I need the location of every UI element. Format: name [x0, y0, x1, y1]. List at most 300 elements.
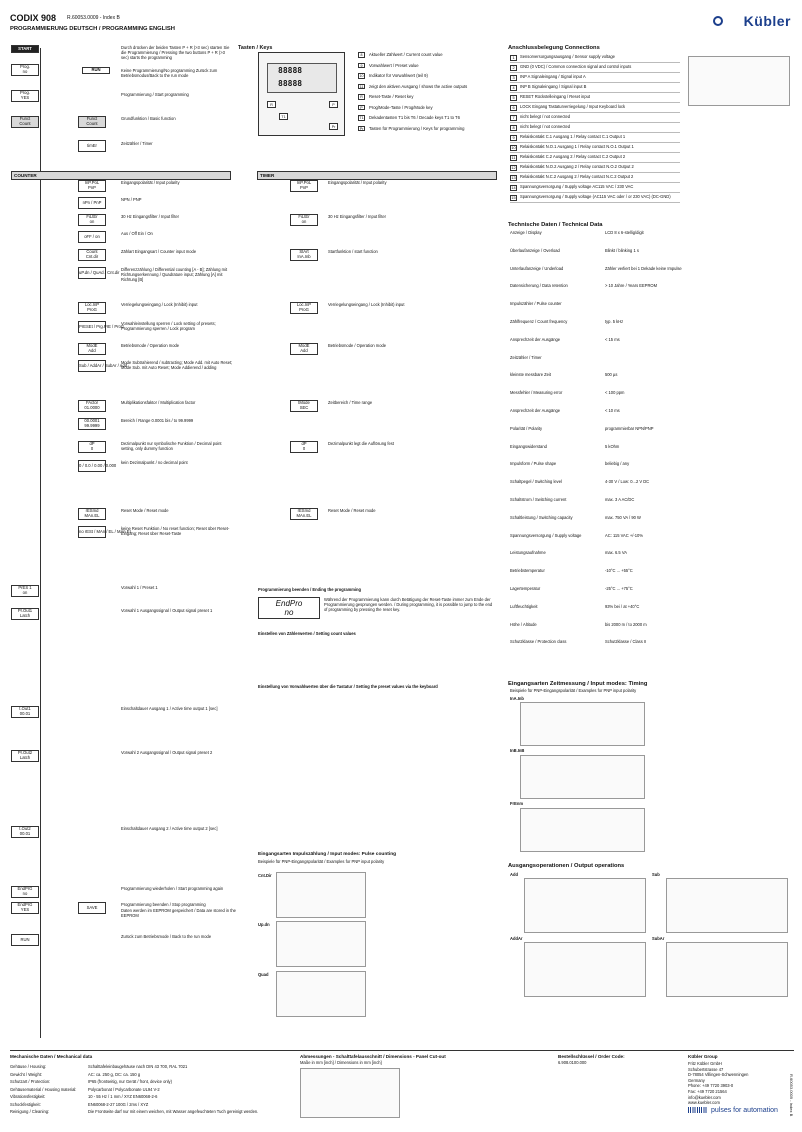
terminal-number: 6: [510, 105, 517, 111]
tech-key: Schaltleistung / Switching capacity: [510, 514, 573, 520]
cnt-dir-waveform: [276, 872, 366, 918]
terminal-description: Relaiskontakt N.O.1 Ausgang 1 / Relay contact N.O.1 Output 1: [520, 144, 634, 150]
key-number: 8: [358, 52, 365, 58]
tech-row: [510, 479, 649, 484]
tech-key: Höhe / Altitude: [510, 621, 537, 627]
terminal-description: Spannungsversorgung / Supply voltage AC115 VAC / 230 VAC: [520, 184, 634, 190]
tech-row: [510, 319, 623, 324]
counter-step-box: Sub / AddAr / SubAr / Add: [78, 360, 106, 372]
terminal-description: GND (0 VDC) / Common connection signal and control inputs: [520, 64, 632, 70]
terminal-number: 8: [510, 125, 517, 131]
connection-row: [510, 163, 680, 173]
tech-key: Ansprechzeit der Ausgänge: [510, 336, 561, 342]
key-legend-row: [358, 94, 413, 100]
output-step-box: SAVE: [78, 902, 106, 914]
terminal-number: 10: [511, 145, 516, 150]
counter-step-text: Betriebsmode / Operation mode: [121, 343, 180, 348]
tech-key: Zählfrequenz / Count frequency: [510, 319, 568, 324]
lcd-top: 88888: [278, 66, 303, 75]
terminal-number: 14: [511, 185, 516, 190]
timer-step-box: dP 0: [290, 441, 318, 453]
lcd-display: [267, 63, 337, 93]
terminal-number: 5: [510, 95, 517, 101]
key-number: R: [358, 94, 365, 100]
prog-no-box: Prog. no: [11, 64, 39, 76]
dims-sub: Maße in mm [inch] / Dimensions in mm [inch]: [300, 1060, 382, 1065]
mech-key: Vibrationsfestigkeit:: [10, 1094, 46, 1099]
company-line: www.kuebler.com: [688, 1100, 720, 1106]
mech-row: [10, 1109, 258, 1114]
terminal-description: RESET Rückstelleingang / Reset input: [520, 94, 591, 100]
output-step-text: Einschaltdauer Ausgang 1 / Active time output 1 [sec]: [121, 706, 218, 711]
tech-value: max. 6.5 VA: [605, 550, 627, 556]
timer-step-box: ModE Add: [290, 343, 318, 355]
no-prog-text: Keine Programmierung/No programming Zurück zum Betriebsmodus/Back to the run mode: [121, 68, 218, 79]
kubler-logo: [713, 13, 791, 27]
tech-row: [510, 497, 634, 502]
mech-key: Gehäusematerial / Housing material:: [10, 1086, 77, 1092]
dimension-drawing: [300, 1068, 400, 1118]
tech-key: Impulsform / Pulse shape: [510, 461, 557, 467]
connection-row: [510, 83, 680, 93]
tech-key: Eingangswiderstand: [510, 443, 547, 449]
order-code: 6.908.0100.000: [558, 1060, 587, 1065]
output-step-box: EndPrG no: [11, 886, 39, 898]
mech-value: AC: ca. 250 g, DC: ca. 150 g: [88, 1071, 141, 1077]
timer-text: Zeitzähler / Timer: [121, 141, 153, 146]
terminal-number: 13: [511, 175, 516, 180]
out-op-sub: Sub: [652, 872, 660, 877]
func-count-box: Funct Count: [11, 116, 39, 128]
side-document-code: R.60053.0009 - Index B: [788, 1074, 794, 1117]
terminal-description: nicht belegt / not connected: [520, 114, 571, 120]
counter-step-text: Vorwahleinstellung sperren / Lock setting of presets; Programmierung sperren / Lock program: [121, 321, 216, 332]
tech-title: Technische Daten / Technical Data: [508, 222, 603, 228]
timer-step-text: Zeitbereich / Time range: [328, 400, 373, 405]
key-description: Reset-Taste / Reset key: [369, 94, 414, 99]
mech-value: 10 - 55 Hz / 1 mm / XYZ EN60068-2-6: [88, 1094, 158, 1099]
timing-mode-2: InB.InB: [510, 748, 525, 753]
terminal-description: LOCK Eingang Tastaturverriegelung / Input Keyboard lock: [520, 104, 626, 110]
terminal-number: 12: [511, 165, 516, 170]
tech-value: Zähler verliert bei 1 Dekade keine Impulse: [605, 265, 682, 271]
keys-panel: [238, 45, 500, 51]
key-legend-row: [358, 115, 460, 121]
mech-key: Reinigung / Cleaning:: [10, 1109, 50, 1114]
tech-row: [510, 390, 624, 395]
counter-step-text: Reset Mode / Reset mode: [121, 508, 169, 513]
company-line: D-78054 Villingen-Schwenningen: [688, 1072, 749, 1078]
out-ops-title: Ausgangsoperationen / Output operations: [508, 863, 625, 869]
tech-value: -25°C ... +75°C: [605, 586, 633, 591]
output-step-box: Pr.Out1 Latch: [11, 608, 39, 620]
tech-row: [510, 301, 605, 306]
add-wave: [524, 878, 646, 933]
tech-row: [510, 533, 643, 538]
terminal-number: 1: [510, 55, 517, 61]
terminal-description: INP A Signaleingang / Signal input A: [520, 74, 586, 80]
mech-key: Schockfestigkeit:: [10, 1101, 41, 1107]
counter-step-box: dP 0: [78, 441, 106, 453]
counter-step-box: nPn / PnP: [78, 197, 106, 209]
order-title: Bestellschlüssel / Order Code:: [558, 1054, 625, 1059]
document-subtitle: PROGRAMMIERUNG DEUTSCH / PROGRAMMING ENGLISH: [10, 25, 175, 32]
key-p[interactable]: P: [329, 101, 338, 108]
output-step-text: Programmierung wiederholen / Start programming again: [121, 886, 224, 891]
endprg-display: EndPro no: [258, 597, 320, 619]
connection-row: [510, 63, 680, 73]
counter-step-text: NPN / PNP: [121, 197, 142, 202]
timing-mode-1: InA.Inb: [510, 696, 524, 701]
connection-row: [510, 53, 680, 63]
tech-value: < 100 ppm: [605, 390, 625, 396]
tech-row: [510, 444, 619, 449]
tech-row: [510, 355, 605, 360]
output-step-text: Einschaltdauer Ausgang 2 / Active time output 2 [sec]: [121, 826, 218, 831]
company-line: Germany: [688, 1077, 705, 1083]
timer-step-box: Loc.InP ProG: [290, 302, 318, 314]
key-number: 9: [358, 63, 365, 69]
tech-value: Schutzklasse / Class II: [605, 639, 647, 645]
tech-row: [510, 515, 641, 520]
tech-value: > 10 Jahre / Years EEPROM: [605, 283, 657, 289]
terminal-description: INP B Signaleingang / Signal input B: [520, 84, 587, 90]
model-title: CODIX 908: [10, 13, 57, 23]
company-line: Schubertstrasse 47: [688, 1066, 724, 1072]
func-text: Grundfunktion / Basic function: [121, 116, 176, 121]
connection-list: [510, 53, 680, 203]
tech-value: beliebig / any: [605, 461, 630, 467]
key-number: Pr: [359, 126, 364, 131]
tech-key: Luftfeuchtigkeit: [510, 603, 538, 609]
up-dn-waveform: [276, 921, 366, 967]
mech-value: Schalttafeleinbaugehäuse nach DIN 43 700, RAL 7021: [88, 1064, 188, 1069]
key-description: Prog/Mode-Taste / Prog/Mode key: [369, 104, 433, 110]
terminal-description: Relaiskontakt N.C.2 Ausgang 2 / Relay contact N.C.2 Output 2: [520, 174, 634, 180]
output-step-box: t.Out2 00.01: [11, 826, 39, 838]
device-front: [258, 52, 345, 136]
tech-row: [510, 337, 620, 342]
tech-key: Schutzklasse / Protection class: [510, 639, 567, 645]
tech-key: Datensicherung / Data retention: [510, 283, 568, 289]
mech-row: [10, 1087, 160, 1092]
mode-quad: Quad: [258, 972, 269, 977]
counter-step-text: Bereich / Range 0.0001 bis / to 99.9999: [121, 418, 194, 423]
input-modes-title: Eingangsarten Impulszählung / Input modes: Pulse counting: [258, 852, 397, 857]
tech-value: 4-30 V / Low: 0...2 V DC: [605, 479, 650, 485]
output-step-box: EndPrG YES: [11, 902, 39, 914]
key-r[interactable]: R: [267, 101, 276, 108]
logo-mark-icon: [713, 16, 723, 26]
counter-step-box: FActor 01.0000: [78, 400, 106, 412]
keys-title: Tasten / Keys: [238, 45, 273, 51]
timing-mode-3: FrEnm: [510, 801, 523, 806]
tagline: pulses for automation: [688, 1107, 778, 1115]
tech-value: LCD 8 x 6-stellig/digit: [605, 230, 644, 235]
mech-value: IP65 (frontseitig, nur Gerät / front, device only): [88, 1079, 172, 1084]
tech-row: [510, 622, 647, 627]
out-op-subar: SubAr: [652, 936, 665, 941]
subar-wave: [666, 942, 788, 997]
timer-section: TIMER: [257, 171, 497, 180]
counter-step-text: Zählart Eingangsart / Counter input mode: [121, 249, 197, 254]
key-legend-row: [358, 73, 428, 79]
timing-wave-1: [520, 702, 645, 746]
mech-value: EN60068-2-27 100G / 2ms / XYZ: [88, 1101, 149, 1107]
tech-value: programmierbar NPN/PNP: [605, 425, 654, 431]
mech-key: Schutzart / Protection:: [10, 1079, 51, 1084]
timer-step-box: tMode SEC: [290, 400, 318, 412]
counter-step-text: 30 Hz Eingangsfilter / Input filter: [121, 214, 180, 219]
counter-step-text: keine Reset Funktion / No reset function; Reset über Reset-Eingang; Reset über Reset-Taste: [121, 526, 230, 537]
terminal-description: nicht belegt / not connected: [520, 124, 571, 130]
connection-row: [510, 73, 680, 83]
timer-step-text: Startfunktion / start function: [328, 249, 378, 254]
input-modes-subtitle: Beispiele für PNP-Eingangspolarität / Examples for PNP input polarity: [258, 859, 385, 864]
tech-value: AC: 115 VAC +/-10%: [605, 532, 643, 538]
mode-up-dn: Up.dn: [258, 922, 270, 927]
flow-spine: [40, 48, 41, 1038]
mech-key: Gewicht / Weight:: [10, 1071, 43, 1077]
tech-key: Spannungsversorgung / Supply voltage: [510, 532, 582, 538]
tech-key: Zeitzähler / Timer: [510, 354, 542, 360]
mech-value: Polycarbonat / Polycarbonate UL94 V-2: [88, 1086, 160, 1092]
terminal-number: 11: [511, 155, 516, 160]
connection-row: [510, 133, 680, 143]
timer-step-text: Reset Mode / Reset mode: [328, 508, 376, 513]
connections-title: Anschlussbelegung Connections: [508, 45, 600, 51]
counter-step-text: Dezimalpunkt nur symbolische Funktion / Decimal point setting, only dummy function: [121, 441, 222, 452]
output-step-text: Programmierung beenden / Stop programming: [121, 902, 206, 907]
key-t1[interactable]: T1: [279, 113, 288, 120]
timer-step-text: 30 Hz Eingangsfilter / Input filter: [328, 214, 387, 219]
terminal-description: Relaiskontakt C.1 Ausgang 1 / Relay contact C.1 Output 1: [520, 134, 626, 140]
terminal-number: 2: [510, 65, 517, 71]
connection-row: [510, 153, 680, 163]
tech-value: 500 µs: [605, 372, 618, 378]
sub-wave: [666, 878, 788, 933]
tech-value: max. 750 VA / 90 W: [605, 514, 641, 520]
tech-row: [510, 248, 639, 253]
out-op-add: Add: [510, 872, 518, 877]
prog-text: Programmierung / Start programming: [121, 92, 189, 97]
set-values-title: Einstellen von Zählerwerten / Setting count values: [258, 631, 356, 636]
counter-step-box: 0 / 0.0 / 0.00 / 0.000: [78, 460, 106, 472]
counter-step-box: rESmd MAn.EL: [78, 508, 106, 520]
tech-key: Schaltstrom / Switching current: [510, 497, 567, 502]
connection-row: [510, 193, 680, 203]
tech-value: -10°C ... +55°C: [605, 568, 633, 574]
tech-value: < 10 ms: [605, 408, 620, 413]
tech-key: kleinste messbare Zeit: [510, 372, 551, 378]
counter-step-box: Loc.InP ProG: [78, 302, 106, 314]
counter-step-box: 00.0001 99.9999: [78, 418, 106, 430]
timer-step-text: Betriebsmode / Operation mode: [328, 343, 387, 348]
mech-row: [10, 1102, 148, 1107]
key-legend-row: [358, 84, 467, 90]
tech-key: Überlaufanzeige / Overload: [510, 247, 560, 253]
terminal-description: Spannungsversorgung / Supply voltage (AC115 VAC oder / or 230 VAC) (DC-GND): [520, 194, 671, 200]
tech-key: Lagertemperatur: [510, 586, 541, 591]
counter-step-text: kein Dezimalpunkt / no decimal point: [121, 460, 188, 465]
tech-key: Unterlaufanzeige / Underload: [510, 265, 564, 271]
output-step-box: PrES 1 on: [11, 585, 39, 597]
prog-end-text: Während der Programmierung kann durch Betätigung der Reset-Taste immer zum Ende der Programmierung gesprungen werden. / During programming, it is possible to jump to the end of programming by pressing the reset key.: [324, 597, 493, 613]
tech-key: Messfehler / Measuring error: [510, 390, 563, 396]
timing-subtitle: Beispiele für PNP-Eingangspolarität / Examples for PNP input polarity: [510, 688, 637, 693]
lcd-bottom: 88888: [278, 79, 303, 88]
timer-step-box: StArt InA.Inb: [290, 249, 318, 261]
timing-wave-3: [520, 808, 645, 852]
key-description: zeigt den aktiven Ausgang / shows the active outputs: [369, 83, 468, 89]
terminal-description: Relaiskontakt N.O.2 Ausgang 2 / Relay contact N.O.2 Output 2: [520, 164, 634, 170]
output-step-text: Zurück zum Betriebsmode / Back to the run mode: [121, 934, 212, 939]
tech-value: Blinkt / blinking 1 s: [605, 247, 639, 253]
quad-waveform: [276, 971, 366, 1017]
tech-row: [510, 568, 633, 573]
tech-value: max. 3 A AC/DC: [605, 497, 635, 502]
key-description: Indikator für Vorwahlwert (teil 9): [369, 73, 428, 78]
prog-end-title: Programmierung beenden / Ending the programming: [258, 587, 362, 592]
tech-row: [510, 266, 682, 271]
counter-section: COUNTER: [11, 171, 231, 180]
terminal-diagram: [688, 56, 790, 106]
output-step-text: Vorwahl 2 Ausgangssignal / Output signal preset 2: [121, 750, 213, 755]
key-number: T1: [359, 116, 364, 120]
tech-row: [510, 604, 639, 609]
terminal-description: Sensorversorgungsausgang / Sensor supply voltage: [520, 54, 615, 60]
output-step-text: Daten werden im EEPROM gespeichert / Data are stored in the EEPROM: [121, 908, 236, 919]
connection-row: [510, 113, 680, 123]
timer-step-box: InP.PoL PnP: [290, 180, 318, 192]
terminal-description: Relaiskontakt C.2 Ausgang 2 / Relay contact C.2 Output 2: [520, 154, 626, 160]
func-count-value-box: Funct Count: [78, 116, 106, 128]
counter-step-box: PrESEt / Prg.PrE / ProG: [78, 321, 106, 333]
timer-step-box: FiLtEr on: [290, 214, 318, 226]
company-line: Fax: +49 7720 21564: [688, 1089, 727, 1094]
key-legend-row: [358, 126, 464, 132]
key-legend-row: [358, 105, 433, 111]
counter-step-box: InP.PoL PnP: [78, 180, 106, 192]
brand-name: Kübler: [743, 13, 791, 29]
mech-row: [10, 1072, 140, 1077]
tech-row: [510, 230, 644, 235]
key-number: 11: [359, 84, 364, 89]
counter-step-text: Mode Subtrahierend / subtracting; Mode Add. mit Auto Reset; Mode Sub. mit Auto Reset; Mode Addierend / adding: [121, 360, 233, 371]
mech-row: [10, 1094, 157, 1099]
tech-row: [510, 283, 657, 288]
terminal-number: 7: [510, 115, 517, 121]
terminal-number: 4: [510, 85, 517, 91]
terminal-number: 9: [510, 135, 517, 141]
set-presets-title: Einstellung von Vorwahlwerten über die Tastatur / Setting the preset values via the keyboard: [258, 684, 438, 689]
tech-row: [510, 426, 653, 431]
mode-cnt-dir: Cnt.Dir: [258, 873, 272, 878]
mech-title: Mechanische Daten / Mechanical data: [10, 1054, 93, 1059]
output-step-text: Vorwahl 1 Ausgangssignal / Output signal preset 1: [121, 608, 213, 613]
timer-step-text: Dezimalpunkt legt die Auflösung fest: [328, 441, 394, 446]
terminal-number: 15: [511, 195, 516, 200]
tech-key: Schaltpegel / Switching level: [510, 479, 562, 485]
tech-value: bis 2000 m / to 2000 m: [605, 621, 647, 627]
key-pr[interactable]: Pr: [329, 123, 338, 130]
counter-step-box: ModE Add: [78, 343, 106, 355]
counter-step-text: Multiplikationsfaktor / Multiplication factor: [121, 400, 196, 405]
company-line: Phone: +49 7720 3903-0: [688, 1083, 734, 1089]
output-step-text: Vorwahl 1 / Preset 1: [121, 585, 158, 590]
connection-row: [510, 143, 680, 153]
company-title: Kübler Group: [688, 1054, 718, 1059]
document-code: R.60053.0009 - Index B: [67, 15, 120, 21]
timer-box: timEr: [78, 140, 106, 152]
company-line: info@kuebler.com: [688, 1094, 721, 1100]
mech-row: [10, 1064, 187, 1069]
run-box: RUN: [82, 67, 110, 74]
tech-key: Betriebstemperatur: [510, 568, 545, 574]
key-legend-row: [358, 63, 419, 69]
key-description: Dekadentasten T1 bis T6 / Decade keys T1 to T6: [369, 115, 460, 120]
start-text: Durch drücken der beiden Tasten P + R (>3 sec) starten Sie die Programmierung / Pressing the two buttons P + R (>3 sec) starts the programming: [121, 45, 230, 61]
tech-row: [510, 639, 646, 644]
counter-step-box: no rESt / MAn / EL / MAn.EL: [78, 526, 106, 538]
connection-row: [510, 103, 680, 113]
timing-title: Eingangsarten Zeitmessung / Input modes: Timing: [508, 681, 648, 687]
key-description: Tasten für Programmierung / Keys for programming: [369, 125, 465, 131]
tech-key: Impulszähler / Pulse counter: [510, 301, 562, 307]
output-step-box: t.Out1 00.01: [11, 706, 39, 718]
timer-step-box: rESmd MAn.EL: [290, 508, 318, 520]
counter-step-box: FiLtEr on: [78, 214, 106, 226]
timer-step-text: Eingangspolarität / Input polarity: [328, 180, 387, 185]
tech-row: [510, 550, 627, 555]
counter-step-text: Verriegelungseingang / Lock (Inhibit) input: [121, 302, 198, 307]
key-number: 10: [359, 74, 364, 78]
tech-row: [510, 586, 633, 591]
counter-step-box: Count Cnt.dir: [78, 249, 106, 261]
connection-row: [510, 123, 680, 133]
tech-key: Polarität / Polarity: [510, 425, 543, 431]
addar-wave: [524, 942, 646, 997]
connection-row: [510, 93, 680, 103]
tech-row: [510, 372, 617, 377]
pulse-bars-icon: [688, 1107, 708, 1113]
out-op-addar: AddAr: [510, 936, 523, 941]
prog-yes-box: Prog. YES: [11, 90, 39, 102]
tech-key: Ansprechzeit der Ausgänge: [510, 408, 561, 413]
output-step-box: RUN: [11, 934, 39, 946]
timer-step-text: Verriegelungseingang / Lock (Inhibit) input: [328, 302, 405, 307]
tech-key: Anzeige / Display: [510, 230, 542, 235]
tech-value: typ. 5 kHz: [605, 319, 624, 324]
start-box: START: [11, 45, 39, 53]
counter-step-box: uP.dn / QuAd / Cnt.dir: [78, 267, 106, 279]
tech-value: 93% bei / at +40°C: [605, 603, 640, 609]
key-description: Aktueller Zählwert / Current count value: [369, 52, 443, 57]
company-line: Fritz Kübler GmbH: [688, 1061, 722, 1066]
counter-step-text: Differenzzählung / Differential counting [A - B]; Zählung mit Richtungserkennung / Quadrature input; Zählung [A] mit Richtung [B]: [121, 267, 228, 283]
key-description: Vorwahlwert / Preset value: [369, 62, 419, 68]
counter-step-text: Aus / Off Ein / On: [121, 231, 153, 236]
mech-key: Gehäuse / Housing:: [10, 1064, 47, 1069]
document-header: [10, 13, 175, 33]
timing-wave-2: [520, 755, 645, 799]
mech-value: Die Frontseite darf nur mit einem weichen, mit Wasser angefeuchteten Tuch gereinigt werden.: [88, 1109, 259, 1114]
counter-step-box: oFF / on: [78, 231, 106, 243]
mech-row: [10, 1079, 172, 1084]
output-step-box: Pr.Out2 Latch: [11, 750, 39, 762]
key-number: P: [358, 105, 365, 111]
counter-step-text: Eingangspolarität / Input polarity: [121, 180, 180, 185]
